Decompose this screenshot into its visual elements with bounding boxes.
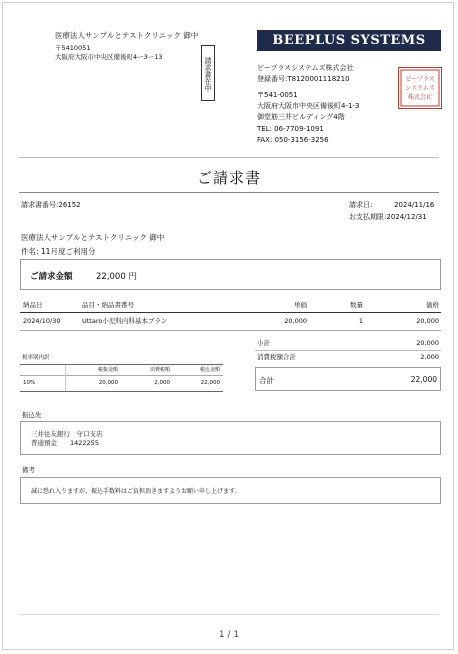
company-address2: 御堂筋三井ビルディング4階 (257, 113, 345, 121)
item-name: Uttaro小児科内科基本プラン (82, 317, 168, 325)
bill-to: 医療法人サンプルとテストクリニック 御中 (21, 233, 165, 242)
total-amount: 22,000 円 (96, 272, 137, 282)
company-logo: BEEPLUS SYSTEMS (257, 30, 441, 51)
page-indicator: 1 / 1 (218, 630, 240, 640)
tax-header-tax: 消費税額 (149, 367, 170, 373)
company-fax: FAX: 050-3156-3256 (257, 136, 329, 144)
due-date-row (349, 213, 427, 222)
item-price: 20,000 (416, 317, 439, 325)
grand-total-value: 22,000 (410, 375, 437, 384)
subtotal-label: 小計 (257, 339, 270, 347)
tax-tax-value: 2,000 (154, 380, 170, 386)
company-registration: 登録番号:T8120001118210 (257, 75, 350, 83)
invoice-date-label: 請求日: (349, 201, 373, 209)
col-header-unit-price: 単価 (294, 301, 307, 309)
company-name: ビープラスシステムズ株式会社 (257, 64, 354, 72)
invoice-enclosed-stamp: 請求書在中 (201, 45, 215, 101)
item-date: 2024/10/30 (23, 317, 61, 325)
tax-header-incl: 税込金額 (199, 367, 220, 373)
bank-line2: 普通預金 1422255 (31, 439, 99, 447)
recipient-name: 医療法人サンプルとテストクリニック 御中 (55, 31, 199, 40)
recipient-postal: 〒5410051 (55, 44, 91, 52)
tax-rate: 10% (23, 380, 36, 386)
tax-breakdown-col-divider (65, 365, 66, 391)
item-quantity: 1 (358, 317, 363, 325)
svg-text:ビープラス: ビープラス (405, 76, 435, 83)
recipient-address: 大阪府大阪市中央区備後町4ー3ー13 (55, 53, 163, 61)
bank-box (20, 421, 441, 455)
svg-text:株式会社: 株式会社 (407, 94, 433, 101)
tax-breakdown-divider (20, 375, 223, 376)
items-header-divider (20, 312, 441, 313)
header-divider (19, 157, 439, 158)
invoice-number-label: 請求書番号: (21, 201, 59, 209)
bank-label: 振込先 (22, 411, 42, 419)
grand-total-box (255, 367, 441, 391)
tax-excl-value: 20,000 (98, 380, 118, 386)
seal-mark-icon (400, 69, 440, 107)
company-postal: 〒541-0051 (257, 91, 298, 99)
tax-label: 消費税額合計 (257, 353, 296, 361)
company-tel: TEL: 06-7709-1091 (257, 125, 324, 133)
due-date: 2024/12/31 (386, 213, 427, 221)
subject: 件名: 11月度ご利用分 (21, 247, 96, 256)
tax-breakdown-title: 税率別内訳 (22, 355, 50, 361)
col-header-item: 品目・納品書番号 (82, 301, 134, 309)
invoice-title: ご請求書 (196, 169, 261, 187)
subtotal-divider (255, 350, 441, 351)
footer-divider (19, 614, 439, 615)
col-header-quantity: 数量 (350, 301, 363, 309)
invoice-date: 2024/11/16 (394, 201, 435, 209)
title-divider (19, 192, 439, 193)
bank-line1: 三井住友銀行 守口支店 (31, 430, 103, 438)
invoice-number: 26152 (58, 201, 81, 209)
item-unit-price: 20,000 (284, 317, 307, 325)
total-amount-label: ご請求金額 (30, 272, 73, 282)
item-row-divider (20, 330, 441, 331)
subtotal-value: 20,000 (416, 339, 439, 347)
remarks-label: 備考 (22, 466, 35, 474)
invoice-number-row (21, 201, 81, 210)
svg-text:システムズ: システムズ (405, 85, 435, 92)
invoice-page (2, 2, 454, 650)
tax-header-excl: 税抜金額 (97, 367, 118, 373)
tax-value: 2,000 (420, 353, 439, 361)
grand-total-label: 合計 (259, 376, 274, 385)
company-address1: 大阪府大阪市中央区備後町4-1-3 (257, 102, 360, 110)
due-date-label: お支払期限: (349, 213, 387, 221)
remarks-box (20, 477, 441, 504)
tax-incl-value: 22,000 (200, 380, 220, 386)
company-seal (398, 67, 442, 109)
total-amount-box (20, 259, 441, 290)
remarks-text: 誠に恐れ入りますが、振込手数料はご負担頂きますようお願い申し上げます。 (31, 488, 241, 495)
col-header-price: 価格 (426, 301, 439, 309)
col-header-date: 納品日 (23, 301, 43, 309)
tax-breakdown-table (20, 364, 223, 392)
